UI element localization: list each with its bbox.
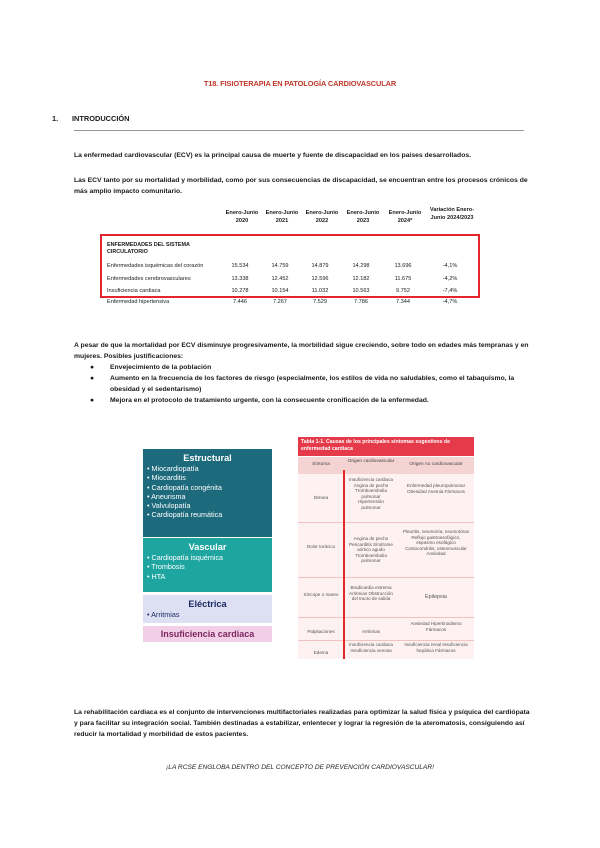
cardio-cell: Insuficiencia cardiaca Insuficiencia venosa <box>349 642 393 653</box>
list-item: • Cardiopatía congénita <box>147 483 272 492</box>
row-value: 7.529 <box>313 299 327 305</box>
list-item: • Miocarditis <box>147 473 272 482</box>
non-cardio-cell: Epilepsia <box>425 594 447 600</box>
table-row <box>107 263 477 273</box>
symptom-cell: Dolor torácico <box>306 544 336 549</box>
highlight-line <box>343 470 345 659</box>
row-value: 13.696 <box>394 263 412 269</box>
list-item-text: Aumento en la frecuencia de los factores de riesgo (especialmente, los estilos de vida no saludables, como el tabaquismo, la obesidad y el sedentarismo) <box>110 375 515 393</box>
paragraph-morbidity: A pesar de que la mortalidad por ECV disminuye progresivamente, la morbilidad sigue creciendo, sobre todo en edades más tempranas y en mujeres. Posibles justificaciones: <box>74 342 529 360</box>
row-value: 11.032 <box>311 288 329 294</box>
stats-header-cell: Enero-Junio 2023 <box>346 210 380 224</box>
symptoms-table-body <box>298 474 474 659</box>
list-item <box>90 362 530 373</box>
cardio-cell: Bradicardia extrema Arritmias Obstrucción del tracto de salida <box>349 585 393 602</box>
justification-list <box>90 362 530 406</box>
cardio-cell: Angina de pecho Pericarditis Síndrome aórtico agudo Tromboembolia pulmonar <box>349 536 393 564</box>
bullet-icon: ● <box>90 375 95 382</box>
header-cell: Origen no cardiovascular <box>409 462 463 467</box>
symptoms-table-header <box>298 457 474 474</box>
row-value: 10.278 <box>231 288 249 294</box>
non-cardio-cell: Enfermedad pleuropulmonar Obesidad Anemia Fármacos <box>406 483 466 494</box>
row-value: 9.752 <box>396 288 410 294</box>
stats-header-cell: Variación Enero-Junio 2024/2023 <box>429 207 475 221</box>
document-title: T18. FISIOTERAPIA EN PATOLOGÍA CARDIOVASCULAR <box>203 79 397 88</box>
symptoms-table-title: Tabla 1-1. Causas de los principales síntomas sugestivos de enfermedad cardiaca <box>298 437 474 456</box>
header-cell: Origen cardiovascular <box>347 459 395 464</box>
stats-table-header <box>100 209 480 235</box>
list-item-text: Envejecimiento de la población <box>110 364 212 371</box>
classification-structural <box>143 449 272 537</box>
row-value: 12.182 <box>352 276 370 282</box>
classification-title: Estructural <box>183 453 232 463</box>
row-label: Enfermedades isquémicas del corazón <box>107 263 204 269</box>
list-item: • Aneurisma <box>147 492 272 501</box>
cardio-cell: Arritmias <box>361 629 381 634</box>
stats-group-label: ENFERMEDADES DEL SISTEMA CIRCULATORIO <box>107 242 190 255</box>
row-divider <box>298 577 474 578</box>
stats-highlight-box <box>100 234 480 305</box>
bullet-icon: ● <box>90 364 95 371</box>
classification-title: Eléctrica <box>188 599 227 609</box>
list-item: • Arritmias <box>147 610 272 619</box>
classification-list <box>143 464 272 520</box>
row-value: 7.446 <box>233 299 247 305</box>
row-divider <box>298 640 474 641</box>
list-item: • Miocardiopatía <box>147 464 272 473</box>
paragraph-intro: La enfermedad cardiovascular (ECV) es la principal causa de muerte y fuente de discapacidad en los países desarrollados. <box>74 152 472 159</box>
row-value: -7,4% <box>442 288 458 294</box>
row-value: 10.154 <box>271 288 289 294</box>
row-value: 12.596 <box>311 276 329 282</box>
stats-header-cell: Enero-Junio 2024* <box>388 210 422 224</box>
list-item: • HTA <box>147 572 272 581</box>
classification-vascular <box>143 538 272 592</box>
stats-header-cell: Enero-Junio 2022 <box>305 210 339 224</box>
closing-motto: ¡LA RCSE ENGLOBA DENTRO DEL CONCEPTO DE PREVENCIÓN CARDIOVASCULAR! <box>166 764 434 771</box>
classification-list <box>143 553 272 581</box>
classification-title: Insuficiencia cardiaca <box>160 629 255 639</box>
row-value: 12.452 <box>271 276 289 282</box>
row-value: 15.534 <box>231 263 249 269</box>
cardio-cell: Insuficiencia cardiaca Angina de pecho Tromboembolia pulmonar Hipertensión pulmonar <box>349 477 393 510</box>
bullet-icon: ● <box>90 397 95 404</box>
classification-title: Vascular <box>188 542 227 552</box>
list-item-text: Mejora en el protocolo de tratamiento urgente, con la consecuente cronificación de la enfermedad. <box>110 397 429 404</box>
stats-header-cell: Enero-Junio 2020 <box>225 210 259 224</box>
symptom-cell: Edema <box>313 650 329 655</box>
row-label: Enfermedades cerebrovasculares <box>107 276 191 282</box>
section-divider <box>74 130 524 131</box>
list-item <box>90 395 530 406</box>
row-value: 14.759 <box>271 263 289 269</box>
list-item: • Cardiopatía reumática <box>147 510 272 519</box>
row-value: 7.344 <box>396 299 410 305</box>
row-divider <box>298 617 474 618</box>
table-row <box>107 288 477 298</box>
list-item: • Valvulopatía <box>147 501 272 510</box>
non-cardio-cell: Insuficiencia renal Insuficiencia hepática Fármacos <box>404 642 468 653</box>
symptom-cell: Palpitaciones <box>307 629 335 634</box>
symptom-cell: Síncope o mareo <box>303 592 339 597</box>
row-value: -4,2% <box>442 276 458 282</box>
row-divider <box>298 522 474 523</box>
symptom-cell: Disnea <box>313 495 329 500</box>
row-value: -4,1% <box>442 263 458 269</box>
list-item: • Trombosis <box>147 562 272 571</box>
list-item <box>90 373 530 395</box>
row-value: 13.338 <box>231 276 249 282</box>
classification-electrical <box>143 595 272 623</box>
row-value: 10.563 <box>352 288 370 294</box>
table-row <box>107 276 477 286</box>
row-value: 7.786 <box>354 299 368 305</box>
list-item: • Cardiopatía isquémica <box>147 553 272 562</box>
non-cardio-cell: Pleuritis, neumonía, neumotórax Reflujo gastroesofágico, espasmo esofágico Costocondritis, osteomuscular Ansiedad <box>402 529 470 557</box>
table-row <box>107 299 477 309</box>
row-value: 7.267 <box>273 299 287 305</box>
section-heading <box>52 114 129 123</box>
classification-heart-failure <box>143 626 272 642</box>
section-title: INTRODUCCIÓN <box>72 114 130 123</box>
row-value: 11.675 <box>394 276 412 282</box>
row-value: 14.298 <box>352 263 370 269</box>
row-label: Insuficiencia cardiaca <box>107 288 161 294</box>
symptoms-table <box>298 437 474 659</box>
paragraph-rehabilitation: La rehabilitación cardiaca es el conjunto de intervenciones multifactoriales realizadas para optimizar la salud física y psíquica del cardiópata y para facilitar su integración social. También destinadas a estabilizar, enlentecer y lograr la regresión de la ateromatosis, consiguiendo así reducir la mortalidad y morbilidad de estos pacientes. <box>74 709 530 738</box>
classification-list <box>143 610 272 619</box>
header-cell: Síntoma <box>312 462 330 467</box>
section-number: 1. <box>52 114 59 123</box>
row-label: Enfermedad hipertensiva <box>107 299 170 305</box>
stats-header-cell: Enero-Junio 2021 <box>265 210 299 224</box>
row-value: -4,7% <box>442 299 458 305</box>
row-value: 14.879 <box>311 263 329 269</box>
paragraph-impact: Las ECV tanto por su mortalidad y morbilidad, como por sus consecuencias de discapacidad, se encuentran entre los procesos crónicos de más amplio impacto comunitario. <box>74 177 528 195</box>
non-cardio-cell: Ansiedad Hipertiroidismo Fármacos <box>410 621 462 632</box>
